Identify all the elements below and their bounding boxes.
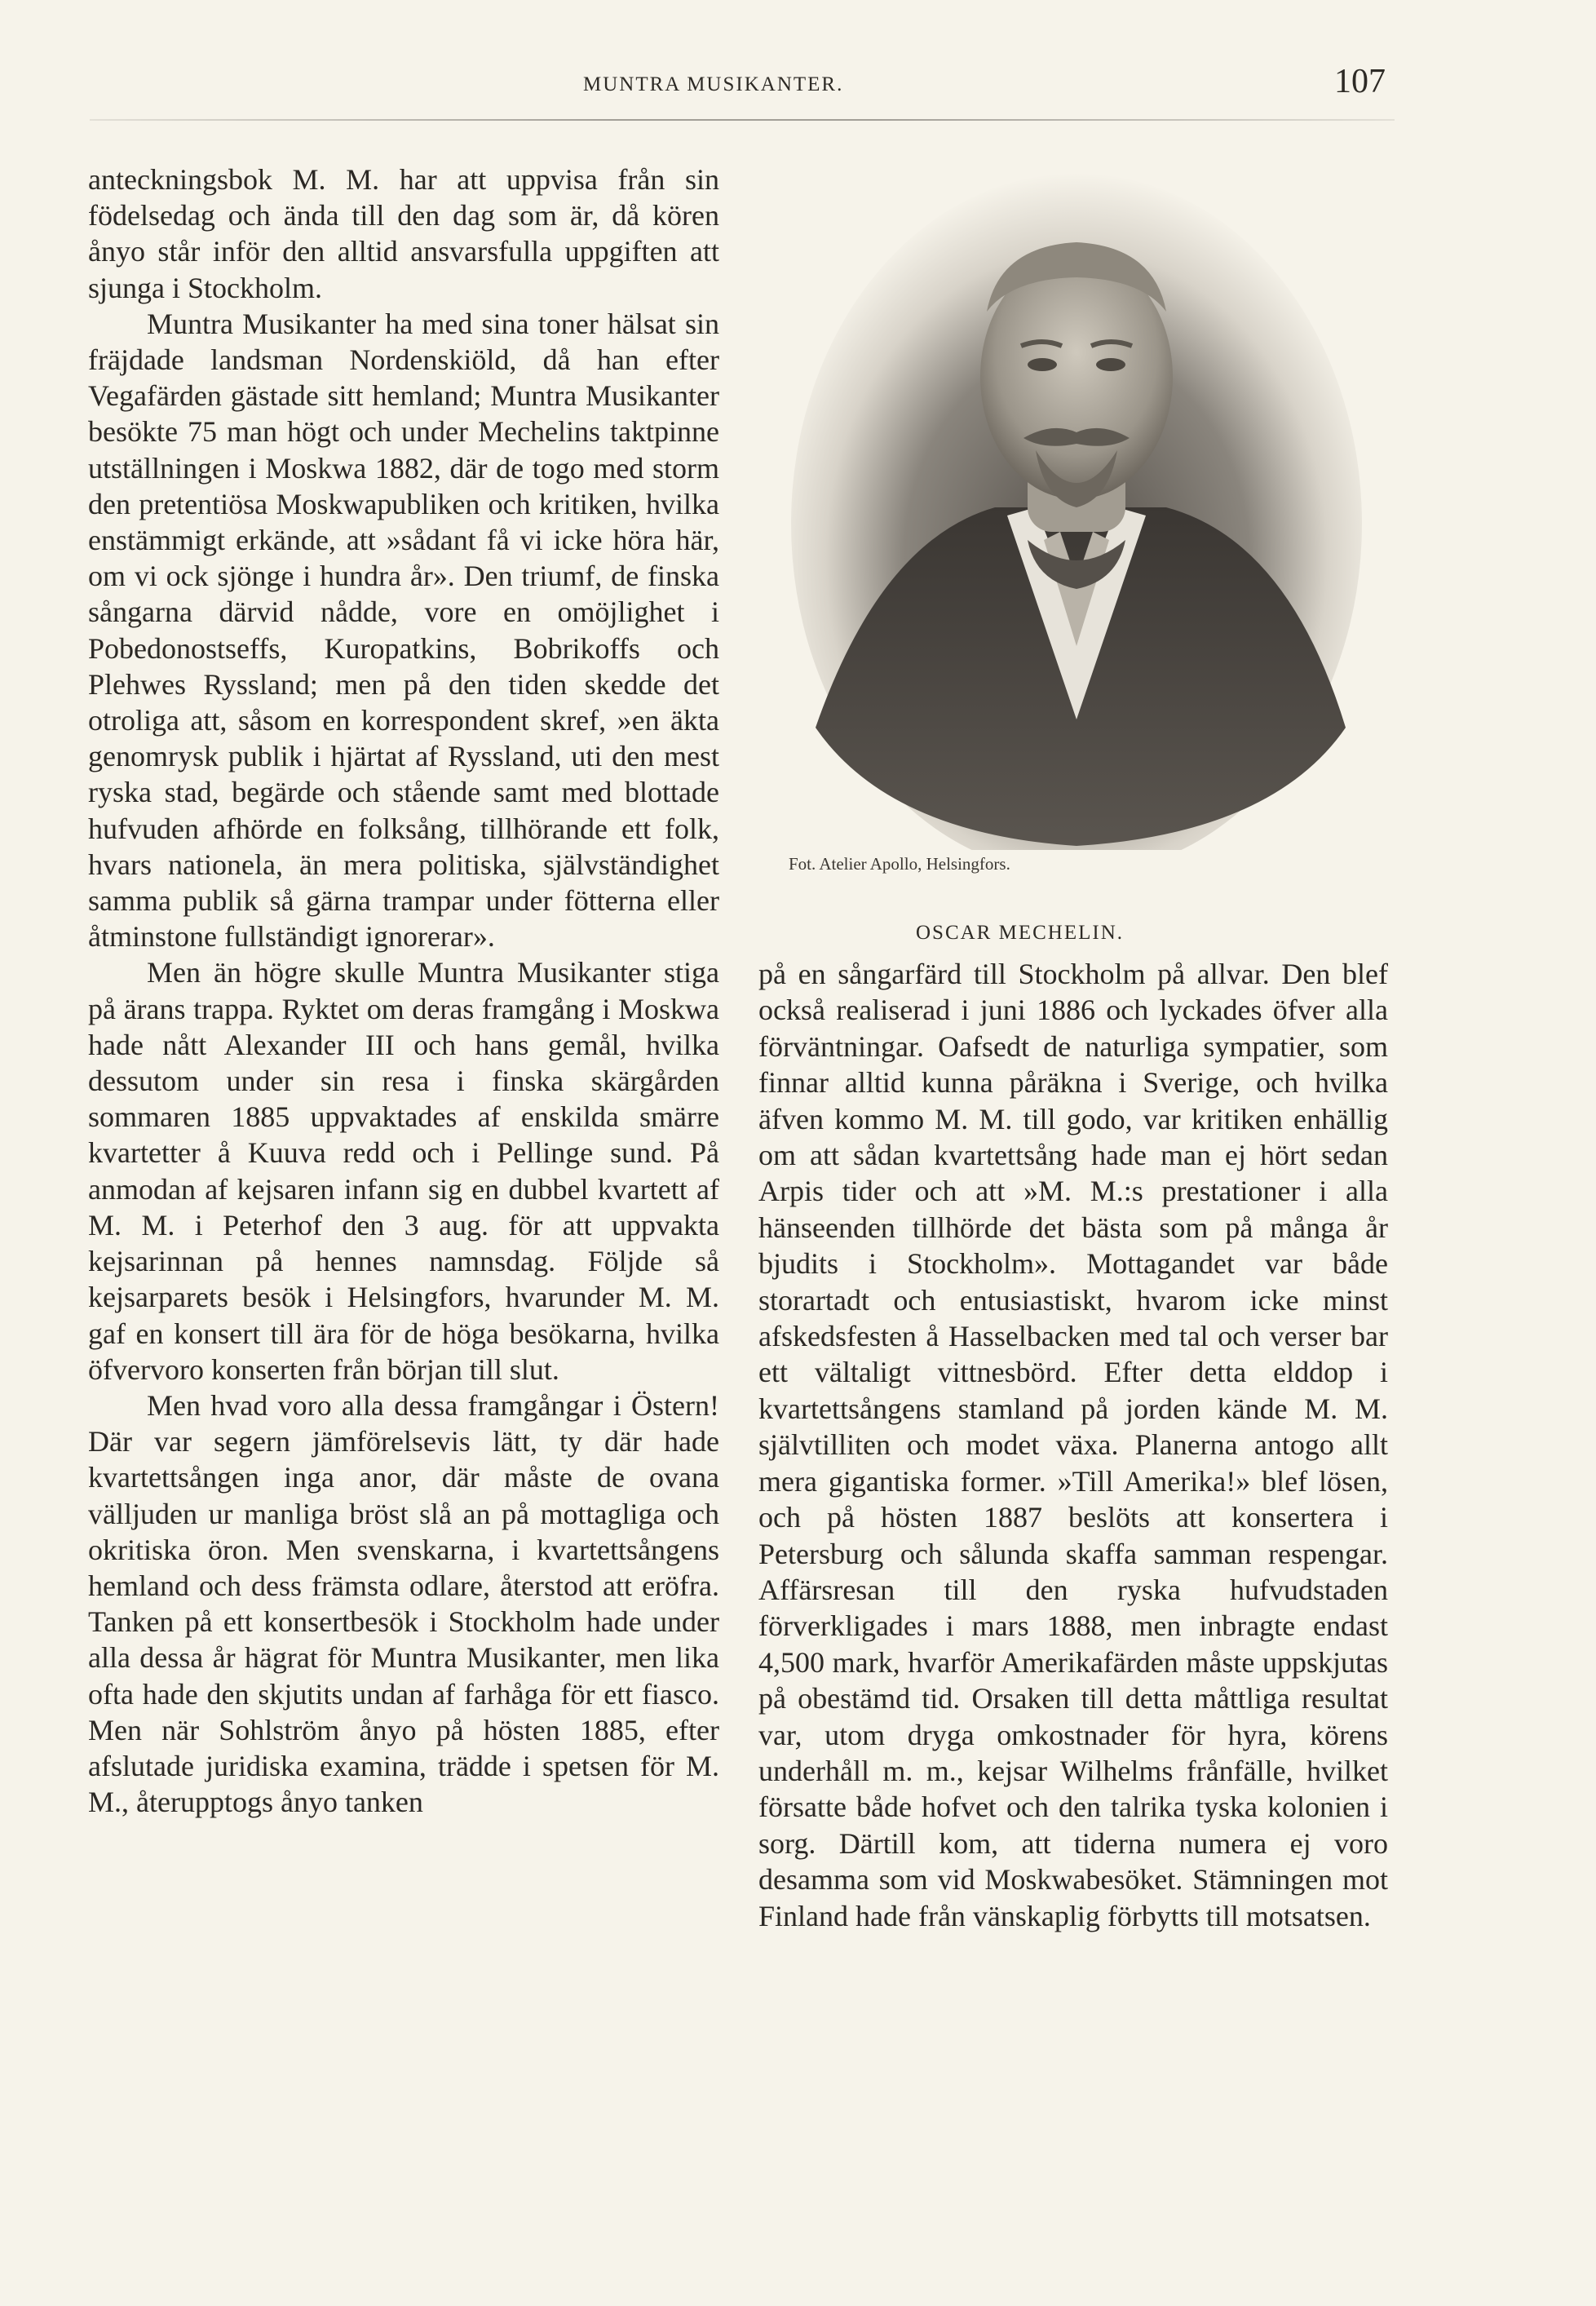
paragraph: Muntra Musikanter ha med sina toner hälsat sin fräjdade landsman Nordenskiöld, då han efter Vegafärden gästade sitt hemland; Muntra Musikanter besökte 75 man högt och under Mechelins taktpinne utställningen i Moskwa 1882, där de togo med storm den pretentiösa Moskwapubliken och kritiken, hvilka enstämmigt erkände, att »sådant få vi icke höra här, om vi ock sjönge i hundra år». Den triumf, de finska sångarna därvid nådde, vore en omöjlighet i Pobedonostseffs, Kuropatkins, Bobrikoffs och Plehwes Ryssland; men på den tiden skedde det otroliga att, såsom en korrespondent skref, »en äkta genomrysk publik i hjärtat af Ryssland, uti den mest ryska stad, begärde och stående samt med blottade hufvuden afhörde en folksång, tillhörande ett folk, hvars nationela, än mera politiska, självständighet samma publik så gärna trampar under fötterna eller åtminstone fullständigt ignorerar». <box>88 307 719 954</box>
running-title: MUNTRA MUSIKANTER. <box>583 73 844 95</box>
paragraph: Men än högre skulle Muntra Musikanter stiga på ärans trappa. Ryktet om deras framgång i Moskwa hade nått Alexander III och hans gemål, hvilka dessutom under sin resa i finska skärgården sommaren 1885 uppvaktades af enskilda smärre kvartetter å Kuuva redd och i Pellinge sund. På anmodan af kejsaren infann sig en dubbel kvartett af M. M. i Peterhof den 3 aug. för att uppvakta kejsarinnan på hennes namnsdag. Följde så kejsarparets besök i Helsingfors, hvarunder M. M. gaf en konsert till ära för de höga besökarna, hvilka öfvervoro konserten från början till slut. <box>88 956 719 1386</box>
paragraph-continuation: på en sångarfärd till Stockholm på allvar. Den blef också realiserad i juni 1886 och lyckades öfver alla förväntningar. Oafsedt de naturliga sympatier, som finnar alltid kunna påräkna i Sverige, och hvilka äfven kommo M. M. till godo, var kritiken enhällig om att sådan kvartettsång hade man ej hört sedan Arpis tider och att »M. M.:s prestationer i alla hänseenden tillhörde det bästa som på många år bjudits i Stockholm». Mottagandet var både storartadt och entusiastiskt, hvarom icke minst afskedsfesten å Hasselbacken med tal och verser bar ett vältaligt vittnesbörd. Efter detta elddop i kvartettsångens stamland på jorden kände M. M. självtilliten och modet växa. Planerna antogo allt mera gigantiska former. »Till Amerika!» blef lösen, och på hösten 1887 beslöts att konsertera i Petersburg och sålunda skaffa samman respengar. Affärsresan till den ryska hufvudstaden förverkligades i mars 1888, men inbragte endast 4,500 mark, hvarför Amerikafärden måste uppskjutas på obestämd tid. Orsaken till detta måttliga resultat var, utom dryga omkostnader för hyra, körens underhåll m. m., kejsar Wilhelms frånfälle, hvilket försatte både hofvet och den talrika tyska kolonien i sorg. Därtill kom, att tiderna numera ej voro desamma som vid Moskwabesöket. Stämningen mot Finland hade från vänskaplig förbytts till motsatsen. <box>758 958 1388 1932</box>
page-number: 107 <box>1334 63 1386 100</box>
paragraph-continuation: anteckningsbok M. M. har att uppvisa från sin födelsedag och ända till den dag som är, då kören ånyo står inför den alltid ansvarsfulla uppgiften att sjunga i Stockholm. <box>88 163 719 304</box>
left-text-column <box>88 162 719 1820</box>
right-text-column <box>758 956 1388 1934</box>
photo-credit: Fot. Atelier Apollo, Helsingfors. <box>789 854 1010 874</box>
paragraph: Men hvad voro alla dessa framgångar i Östern! Där var segern jämförelsevis lätt, ty där hade kvartettsången inga anor, där måste de ovana välljuden ur manliga bröst slå an på mottagliga och okritiska öron. Men svenskarna, i kvartettsångens hemland och dess främsta odlare, återstod att eröfra. Tanken på ett konsertbesök i Stockholm hade under alla dessa år hägrat för Muntra Musikanter, men lika ofta hade den skjutits undan af farhåga för ett fiasco. Men när Sohlström ånyo på hösten 1885, efter afslutade juridiska examina, trädde i spetsen för M. M., återupptogs ånyo tanken <box>88 1388 719 1819</box>
portrait-photo <box>783 157 1370 850</box>
header-rule <box>90 119 1395 121</box>
photo-caption: OSCAR MECHELIN. <box>916 922 1125 944</box>
